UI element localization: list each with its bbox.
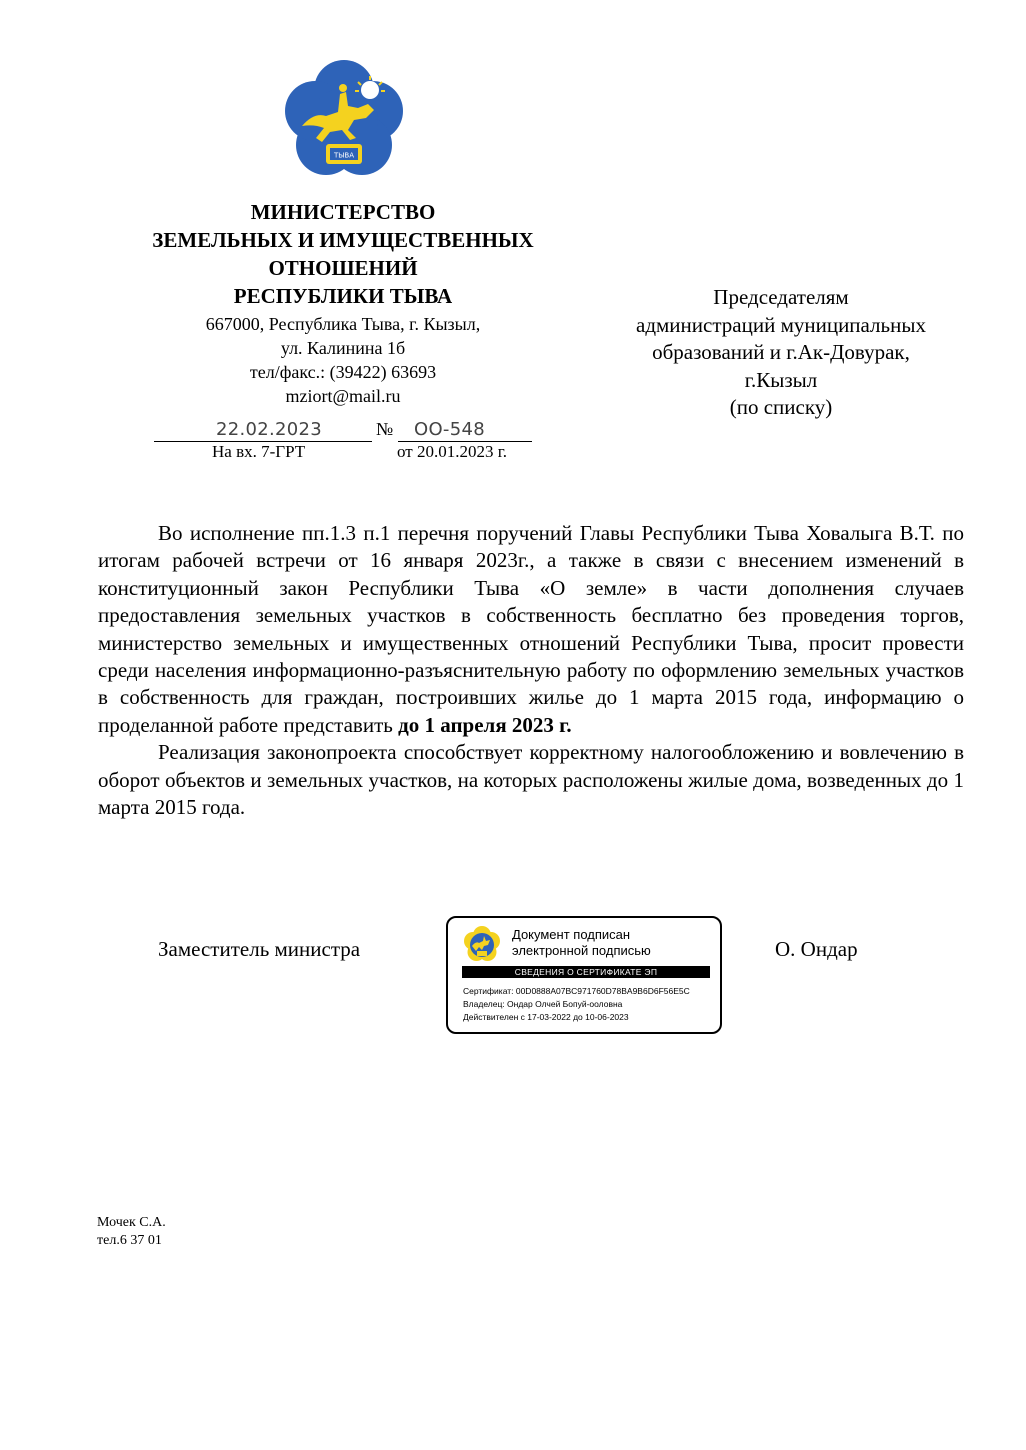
addressee-line: администраций муниципальных xyxy=(636,312,926,337)
stamp-certificate-header: СВЕДЕНИЯ О СЕРТИФИКАТЕ ЭП xyxy=(462,966,710,978)
ministry-name-line: ОТНОШЕНИЙ xyxy=(268,256,418,280)
ministry-name-line: РЕСПУБЛИКИ ТЫВА xyxy=(233,284,453,308)
stamp-validity: Действителен с 17-03-2022 до 10-06-2023 xyxy=(463,1012,629,1023)
stamp-owner: Владелец: Ондар Олчей Бопуй-ооловна xyxy=(463,999,623,1010)
number-sign: № xyxy=(376,419,394,439)
addressee-line: (по списку) xyxy=(729,395,833,419)
stamp-emblem-icon xyxy=(462,924,502,964)
addressee-line: образований и г.Ак-Довурак, xyxy=(652,340,910,364)
ministry-address-line: 667000, Республика Тыва, г. Кызыл, xyxy=(205,314,481,334)
incoming-label: На вх. 7-ГРТ xyxy=(212,442,306,461)
letter-body xyxy=(98,520,964,821)
registration-number: ОО-548 xyxy=(414,419,485,440)
body-paragraph-2: Реализация законопроекта способствует корректному налогообложению и вовлечению в оборот объектов и земельных участков, на которых расположены жилые дома, возведенных до 1 марта 2015 года. xyxy=(98,740,964,820)
signatory-position: Заместитель министра xyxy=(158,937,361,961)
incoming-date: от 20.01.2023 г. xyxy=(397,442,508,461)
republic-emblem xyxy=(274,60,414,180)
stamp-certificate: Сертификат: 00D0888A07BC971760D78BA9B6D6F56E5C xyxy=(463,986,690,996)
body-paragraph-1 xyxy=(98,520,964,739)
ministry-header xyxy=(100,198,586,408)
executor-info xyxy=(97,1214,166,1250)
electronic-signature-stamp xyxy=(446,916,722,1034)
ministry-address-line: ул. Калинина 1б xyxy=(280,338,406,358)
signatory-name: О. Ондар xyxy=(775,937,858,961)
stamp-details xyxy=(463,985,690,1025)
addressee-line: г.Кызыл xyxy=(744,367,818,392)
executor-phone: тел.6 37 01 xyxy=(97,1233,162,1248)
ministry-email: mziort@mail.ru xyxy=(285,386,401,406)
registration-row xyxy=(154,414,544,442)
deadline-text: до 1 апреля 2023 г. xyxy=(398,712,572,737)
stamp-title-line: Документ подписан xyxy=(512,927,631,942)
body-paragraph-1-text: Во исполнение пп.1.3 п.1 перечня поручений Главы Республики Тыва Ховалыга В.Т. по итогам рабочей встречи от 16 января 2023г., а также в связи с внесением изменений в конституционный закон Республики Тыва «О земле» в части дополнения случаев предоставления земельных участков в собственность бесплатно без проведения торгов, министерство земельных и имущественных отношений Республики Тыва, просит провести среди населения информационно-разъяснительную работу по оформлению земельных участков в собственность для граждан, построивших жилье до 1 марта 2015 года, информацию о проделанной работе представить xyxy=(98,521,964,737)
stamp-title xyxy=(512,927,651,959)
emblem-text: ТЫВА xyxy=(333,151,355,160)
incoming-row xyxy=(154,442,544,466)
executor-name: Мочек С.А. xyxy=(97,1215,166,1230)
addressee-line: Председателям xyxy=(713,285,849,309)
ministry-name-line: МИНИСТЕРСТВО xyxy=(250,200,436,224)
stamp-title-line: электронной подписью xyxy=(512,943,651,958)
addressee-block xyxy=(600,284,962,422)
registration-date: 22.02.2023 xyxy=(216,419,323,440)
ministry-phone: тел/факс.: (39422) 63693 xyxy=(249,362,437,382)
ministry-name-line: ЗЕМЕЛЬНЫХ И ИМУЩЕСТВЕННЫХ xyxy=(152,228,534,252)
